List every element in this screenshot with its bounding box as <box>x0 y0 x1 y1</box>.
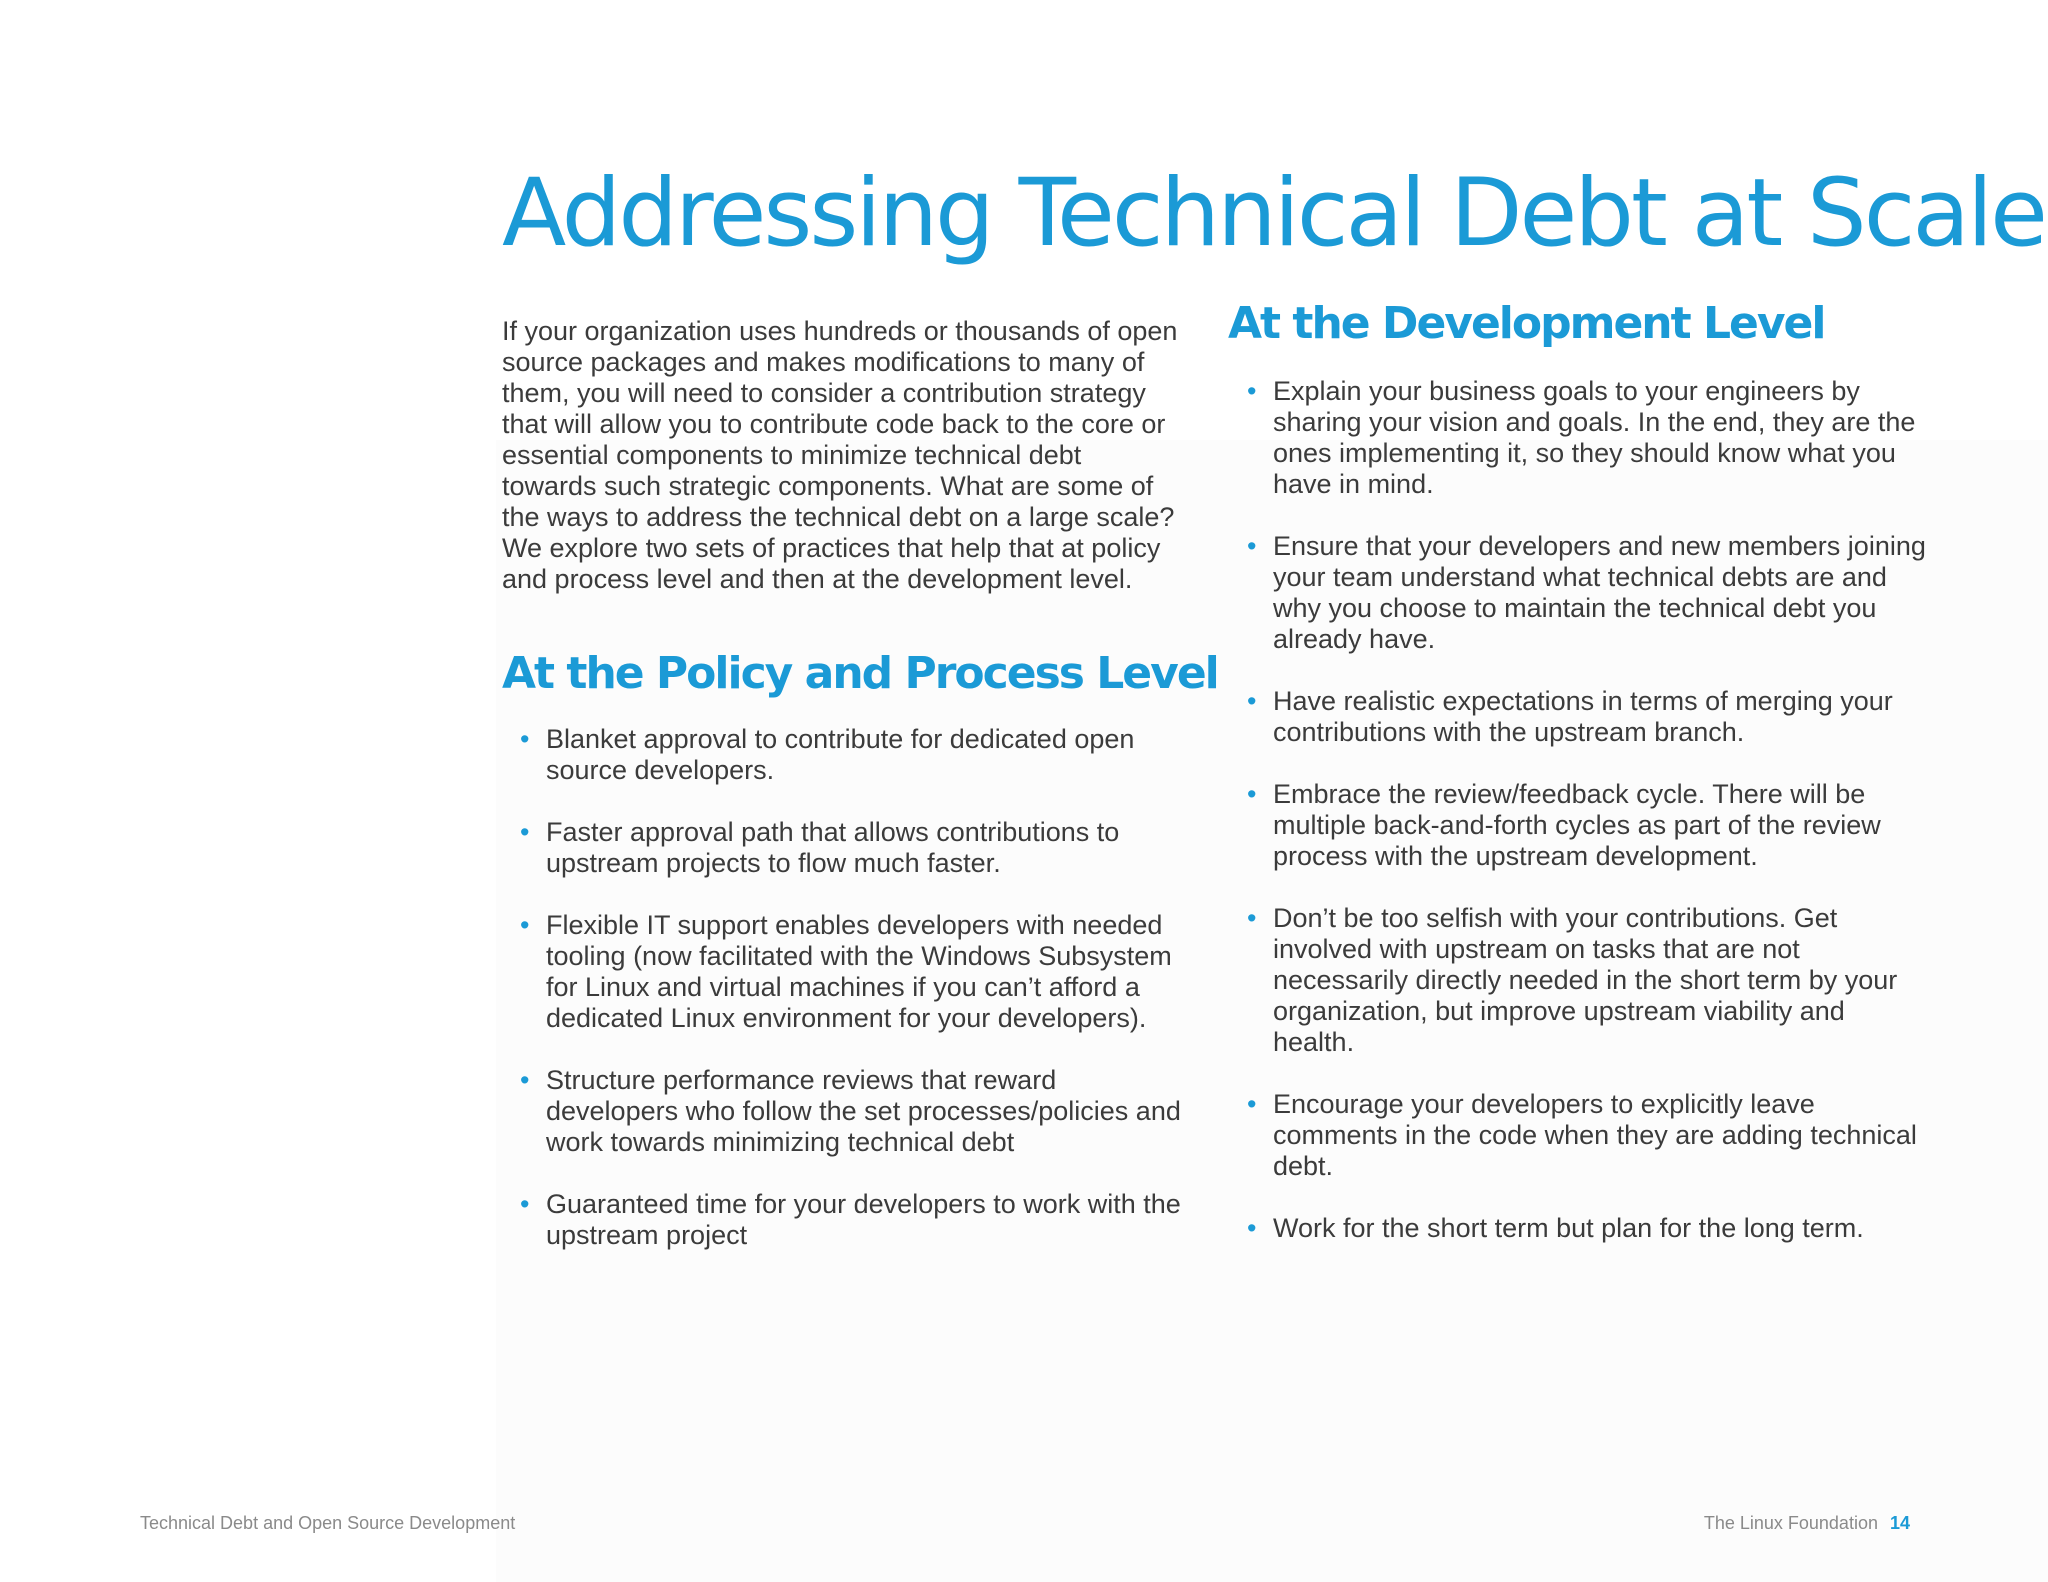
footer-right <box>1704 1513 1910 1534</box>
bullet-icon: • <box>1247 531 1257 561</box>
list-item-text: Embrace the review/feedback cycle. There will be multiple back-and-forth cycles as part of the review process with the upstream development. <box>1273 779 1881 871</box>
bullet-icon: • <box>520 1065 530 1095</box>
development-list <box>1228 376 1928 1244</box>
list-item <box>502 910 1182 1034</box>
bullet-icon: • <box>1247 1213 1257 1243</box>
list-item-text: Flexible IT support enables developers with needed tooling (now facilitated with the Windows Subsystem for Linux and virtual machines if you can’t afford a dedicated Linux environment for your developers). <box>546 910 1172 1033</box>
list-item <box>1228 531 1928 655</box>
development-section-heading: At the Development Level <box>1228 298 1825 349</box>
bullet-icon: • <box>1247 779 1257 809</box>
bullet-icon: • <box>520 1189 530 1219</box>
footer-organization: The Linux Foundation <box>1703 1513 1878 1533</box>
left-column <box>502 316 1218 1282</box>
list-item <box>1228 1213 1928 1244</box>
list-item <box>502 724 1182 786</box>
list-item <box>1228 903 1928 1058</box>
list-item-text: Don’t be too selfish with your contributions. Get involved with upstream on tasks that are not necessarily directly needed in the short term by your organization, but improve upstream viability and health. <box>1273 903 1898 1057</box>
list-item-text: Ensure that your developers and new members joining your team understand what technical debts are and why you choose to maintain the technical debt you already have. <box>1273 531 1926 654</box>
footer-document-title: Technical Debt and Open Source Development <box>140 1513 516 1533</box>
list-item-text: Structure performance reviews that reward developers who follow the set processes/policies and work towards minimizing technical debt <box>546 1065 1181 1157</box>
list-item <box>502 817 1182 879</box>
list-item-text: Explain your business goals to your engineers by sharing your vision and goals. In the end, they are the ones implementing it, so they should know what you have in mind. <box>1273 376 1916 499</box>
bullet-icon: • <box>520 910 530 940</box>
list-item-text: Have realistic expectations in terms of merging your contributions with the upstream branch. <box>1273 686 1893 747</box>
bullet-icon: • <box>1247 903 1257 933</box>
bullet-icon: • <box>520 724 530 754</box>
list-item <box>1228 1089 1928 1182</box>
intro-paragraph: If your organization uses hundreds or thousands of open source packages and makes modifications to many of them, you will need to consider a contribution strategy that will allow you to contribute code back to the core or essential components to minimize technical debt towards such strategic components. What are some of the ways to address the technical debt on a large scale? We explore two sets of practices that help that at policy and process level and then at the development level. <box>502 316 1178 594</box>
list-item-text: Faster approval path that allows contributions to upstream projects to flow much faster. <box>546 817 1120 878</box>
page-number: 14 <box>1889 1513 1910 1533</box>
bullet-icon: • <box>1247 686 1257 716</box>
list-item <box>502 1065 1182 1158</box>
list-item-text: Blanket approval to contribute for dedicated open source developers. <box>546 724 1135 785</box>
list-item <box>1228 686 1928 748</box>
list-item-text: Encourage your developers to explicitly leave comments in the code when they are adding technical debt. <box>1273 1089 1917 1181</box>
page-title: Addressing Technical Debt at Scale <box>502 159 2045 268</box>
policy-list <box>502 724 1182 1251</box>
list-item-text: Guaranteed time for your developers to work with the upstream project <box>546 1189 1181 1250</box>
bullet-icon: • <box>1247 1089 1257 1119</box>
list-item-text: Work for the short term but plan for the long term. <box>1273 1213 1864 1243</box>
list-item <box>1228 779 1928 872</box>
bullet-icon: • <box>520 817 530 847</box>
policy-section-heading: At the Policy and Process Level <box>502 648 1218 699</box>
list-item <box>502 1189 1182 1251</box>
list-item <box>1228 376 1928 500</box>
bullet-icon: • <box>1247 376 1257 406</box>
right-column <box>1228 296 1928 1275</box>
